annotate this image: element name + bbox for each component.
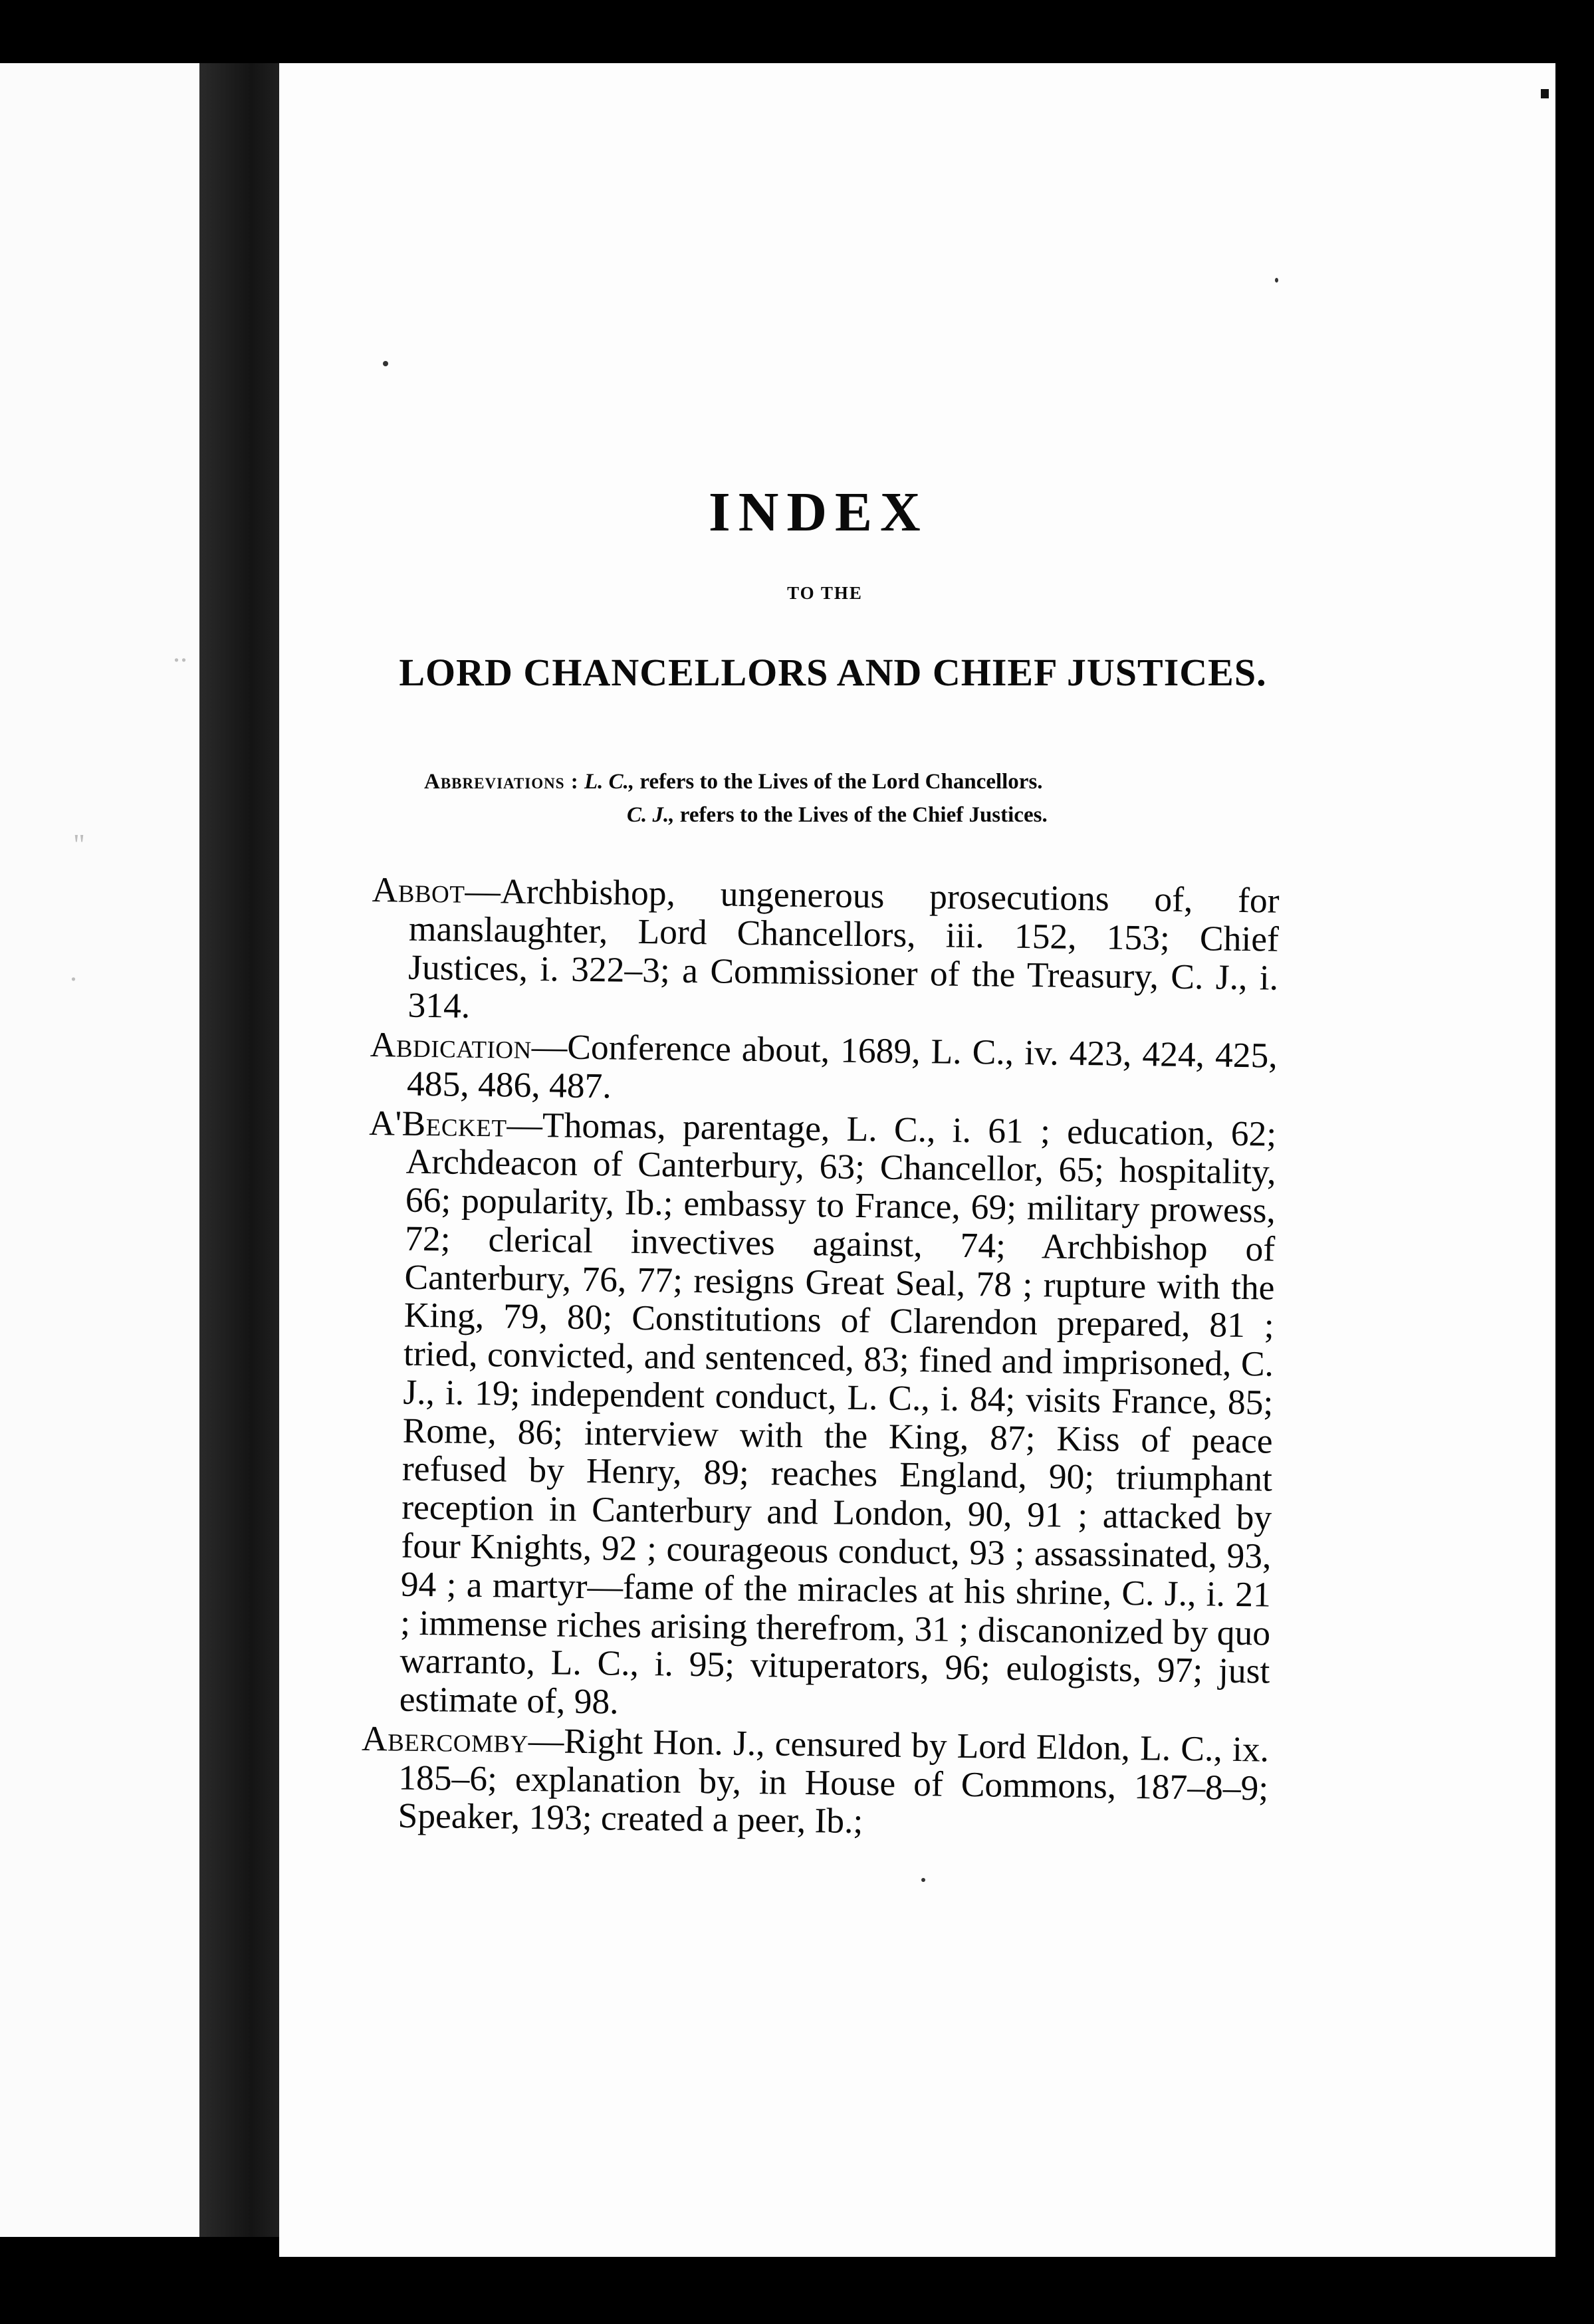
page-mark — [1541, 89, 1549, 98]
entry-headword: Abdication — [370, 1024, 532, 1067]
abbreviation-cj: C. J., — [627, 803, 675, 827]
index-entry — [362, 1104, 1276, 1730]
facing-page: .. " . — [0, 63, 199, 2237]
book-gutter — [199, 63, 286, 2237]
index-entry — [370, 1026, 1278, 1113]
abbreviation-lc-meaning: refers to the Lives of the Lord Chancellors. — [634, 770, 1043, 794]
index-entry — [360, 1720, 1269, 1846]
speck — [921, 1878, 925, 1882]
index-entries — [360, 871, 1280, 1847]
abbreviations-line-2 — [627, 803, 1048, 828]
abbreviation-cj-meaning: refers to the Lives of the Chief Justices. — [674, 803, 1048, 827]
page-title: INDEX — [709, 481, 929, 543]
entry-text: —Thomas, parentage, L. C., i. 61 ; education, 62; Archdeacon of Canterbury, 63; Chancellor, 65; hospitality, 66; popularity, Ib.; embassy to France, 69; military prowess, 72; clerical invectives against, 74; Archbishop of Canterbury, 76, 77; resigns Great Seal, 78 ; rupture with the King, 79, 80; Constitutions of Clarendon prepared, 81 ; tried, convicted, and sentenced, 83; fined and imprisoned, C. J., i. 19; independent conduct, L. C., i. 84; visits France, 85; Rome, 86; interview with the King, 87; Kiss of peace refused by Henry, 89; reaches England, 90; triumphant reception in Canterbury and London, 90, 91 ; attacked by four Knights, 92 ; courageous conduct, 93 ; assassinated, 93, 94 ; a martyr—fame of the miracles at his shrine, C. J., i. 21 ; immense riches arising therefrom, 31 ; discanonized by quo warranto, L. C., i. 95; vituperators, 96; eulogists, 97; just estimate of, 98. — [399, 1104, 1277, 1722]
entry-text: —Right Hon. J., censured by Lord Eldon, L. C., ix. 185–6; explanation by, in House of Commons, 187–8–9; Speaker, 193; created a peer, Ib.; — [398, 1720, 1270, 1841]
abbreviations-label: Abbreviations : — [424, 770, 579, 794]
speck — [383, 361, 388, 366]
title-connector: TO THE — [787, 583, 863, 603]
entry-headword: Abercomby — [361, 1718, 529, 1760]
speck — [1275, 278, 1278, 283]
entry-text: —Archbishop, ungenerous prosecutions of, for manslaughter, Lord Chancellors, iii. 152, 153; Chief Justices, i. 322–3; a Commissioner of the Treasury, C. J., i. 314. — [407, 870, 1280, 1026]
index-entry — [370, 871, 1280, 1036]
abbreviations-line-1 — [424, 770, 1043, 794]
page-subtitle: LORD CHANCELLORS AND CHIEF JUSTICES. — [399, 651, 1267, 694]
abbreviation-lc: L. C., — [584, 770, 635, 794]
entry-headword: Abbot — [372, 870, 465, 911]
entry-headword: A'Becket — [369, 1102, 507, 1145]
entry-text: —Conference about, 1689, L. C., iv. 423, 424, 425, 485, 486, 487. — [406, 1026, 1278, 1106]
